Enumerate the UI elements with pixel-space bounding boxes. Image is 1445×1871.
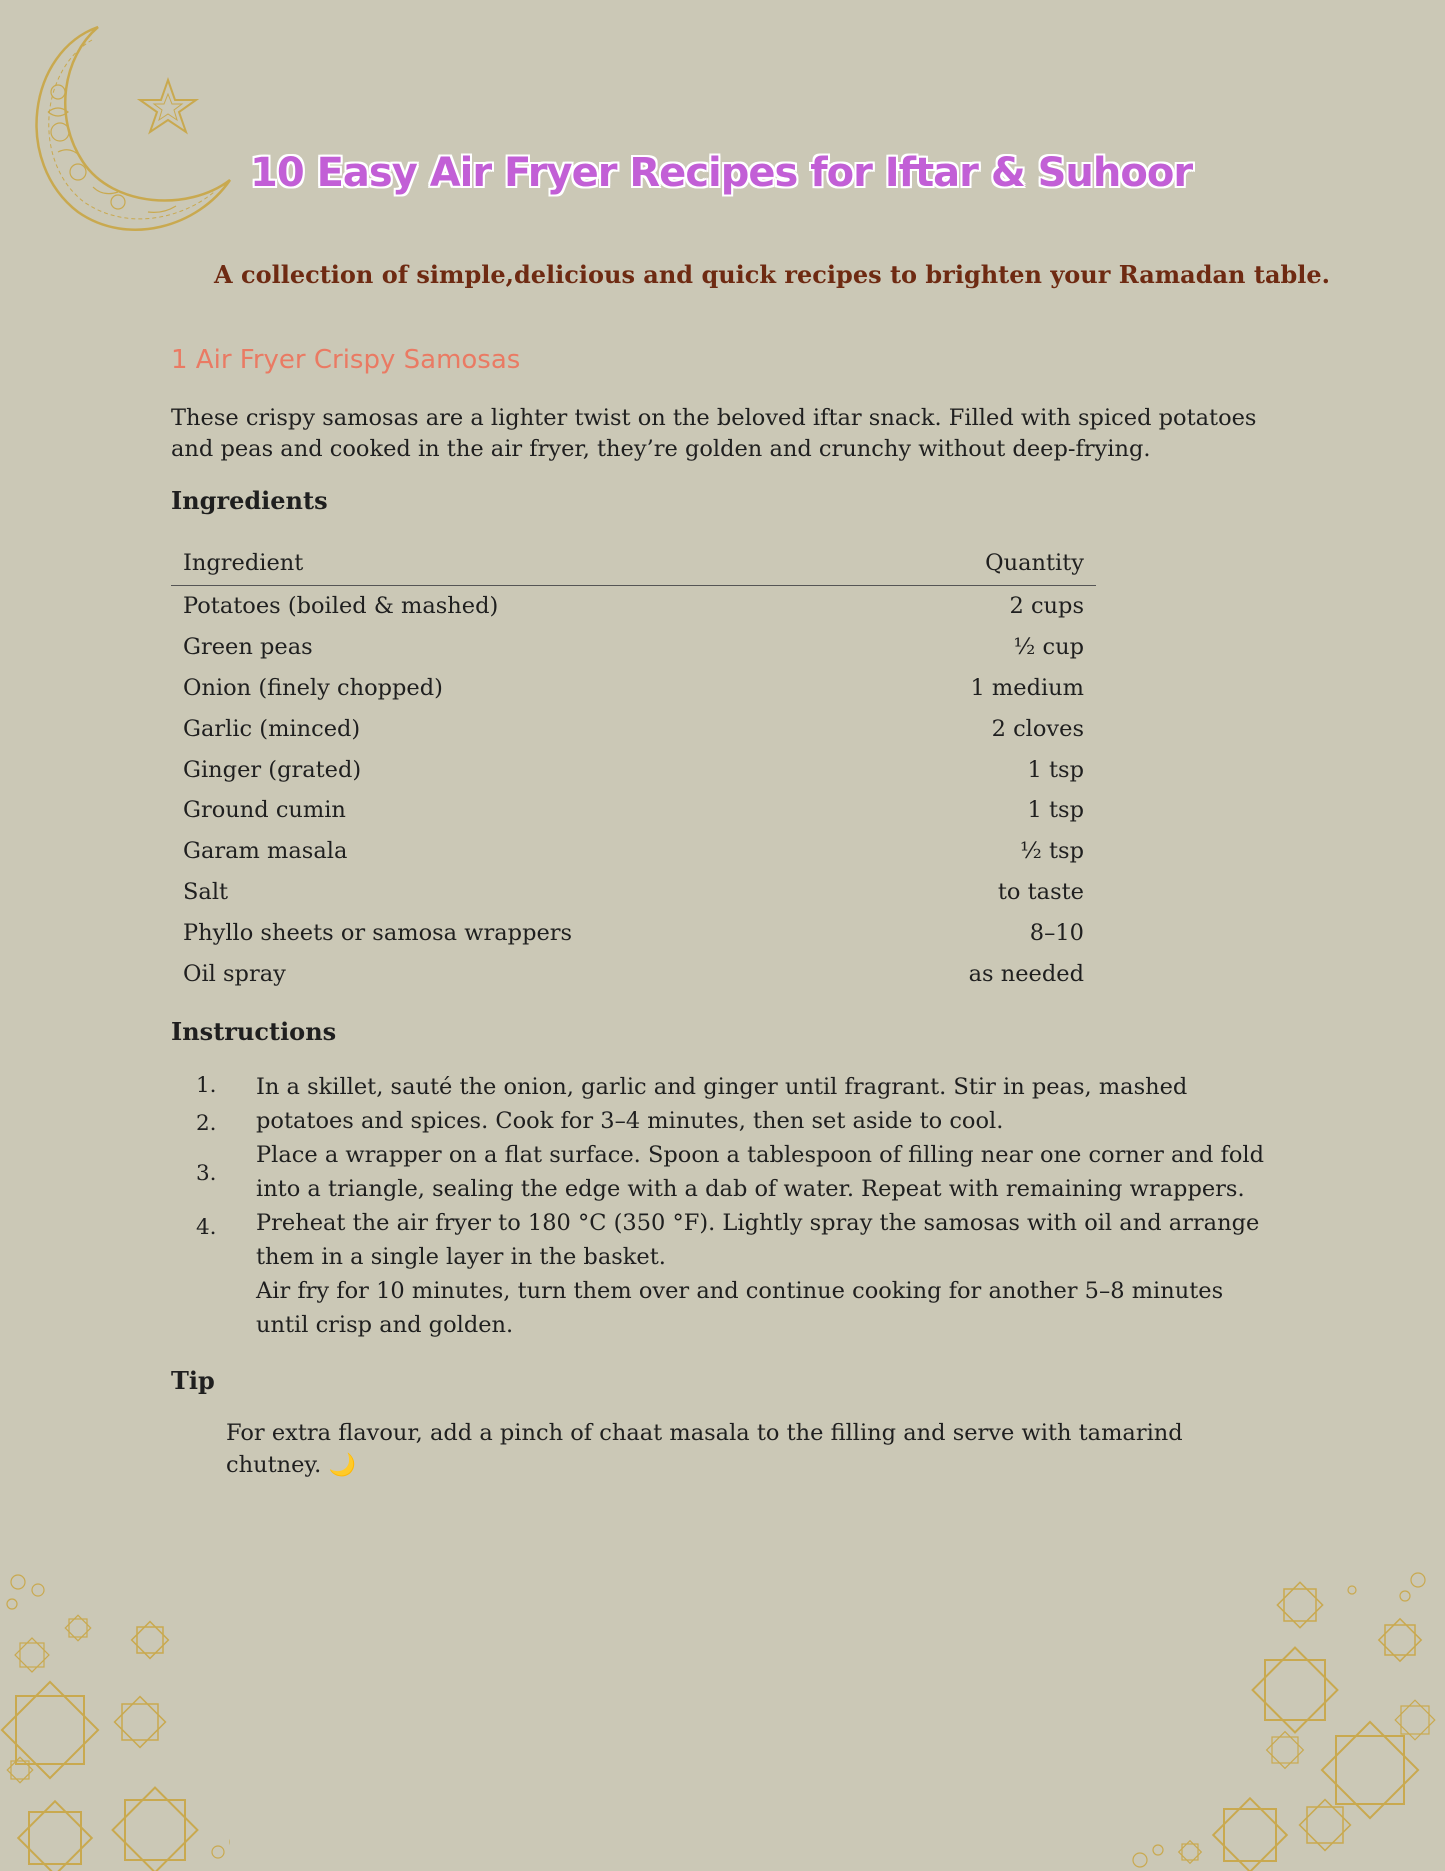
quantity-cell: 2 cups <box>1009 593 1084 620</box>
ingredient-cell: Salt <box>183 878 229 905</box>
page-subtitle: A collection of simple,delicious and quick recipes to brighten your Ramadan table. <box>214 260 1331 289</box>
ingredient-cell: Ground cumin <box>183 797 346 824</box>
quantity-cell: 2 cloves <box>991 715 1084 742</box>
step-number: 1. <box>196 1073 217 1098</box>
list-item: Place a wrapper on a flat surface. Spoon a tablespoon of filling near one corner and fold into a triangle, sealing the edge with a dab of water. Repeat with remaining wrappers. <box>256 1142 1264 1202</box>
quantity-cell: ½ cup <box>1013 634 1084 661</box>
page-title: 10 Easy Air Fryer Recipes for Iftar & Suhoor <box>250 150 1193 196</box>
quantity-cell: as needed <box>968 960 1084 987</box>
step-number: 2. <box>196 1111 217 1136</box>
table-header-row <box>171 545 1096 586</box>
column-header-quantity: Quantity <box>863 545 1096 586</box>
column-header-ingredient: Ingredient <box>171 545 863 586</box>
list-item: Air fry for 10 minutes, turn them over and continue cooking for another 5–8 minutes until crisp and golden. <box>256 1278 1224 1338</box>
star-ornament-icon <box>140 80 196 132</box>
instructions-heading: Instructions <box>171 1017 337 1046</box>
ingredient-cell: Oil spray <box>183 960 286 987</box>
table-row <box>171 831 1096 872</box>
recipe-heading: 1 Air Fryer Crispy Samosas <box>171 345 521 375</box>
star-pattern-ornament-icon <box>0 1560 230 1871</box>
quantity-cell: ½ tsp <box>1020 838 1084 865</box>
list-item: In a skillet, sauté the onion, garlic and ginger until fragrant. Stir in peas, mashed potatoes and spices. Cook for 3–4 minutes, then set aside to cool. <box>256 1074 1188 1134</box>
tip-paragraph <box>226 1417 1226 1482</box>
table-row <box>171 749 1096 790</box>
step-number: 3. <box>196 1161 217 1186</box>
ingredient-cell: Onion (finely chopped) <box>183 674 443 701</box>
star-pattern-ornament-icon <box>1100 1560 1445 1871</box>
ingredient-cell: Ginger (grated) <box>183 756 362 783</box>
instructions-list <box>256 1070 1276 1342</box>
table-row <box>171 708 1096 749</box>
quantity-cell: 8–10 <box>1029 919 1084 946</box>
table-row <box>171 586 1096 627</box>
ingredient-cell: Potatoes (boiled & mashed) <box>183 593 499 620</box>
crescent-moon-icon: 🌙 <box>328 1453 356 1478</box>
ingredient-cell: Garlic (minced) <box>183 715 361 742</box>
recipe-intro: These crispy samosas are a lighter twist on the beloved iftar snack. Filled with spiced potatoes and peas and cooked in the air fryer, they’re golden and crunchy without deep-frying. <box>171 405 1257 462</box>
quantity-cell: 1 tsp <box>1027 797 1084 824</box>
quantity-cell: 1 medium <box>970 674 1084 701</box>
table-row <box>171 790 1096 831</box>
table-row <box>171 912 1096 953</box>
step-number: 4. <box>196 1215 217 1240</box>
tip-text: For extra flavour, add a pinch of chaat masala to the filling and serve with tamarind chutney. <box>226 1420 1183 1478</box>
quantity-cell: 1 tsp <box>1027 756 1084 783</box>
list-item: Preheat the air fryer to 180 °C (350 °F). Lightly spray the samosas with oil and arrange them in a single layer in the basket. <box>256 1210 1260 1270</box>
tip-heading: Tip <box>171 1366 215 1395</box>
ingredient-cell: Phyllo sheets or samosa wrappers <box>183 919 573 946</box>
ingredients-heading: Ingredients <box>171 486 328 515</box>
quantity-cell: to taste <box>997 878 1084 905</box>
table-row <box>171 668 1096 709</box>
table-row <box>171 872 1096 913</box>
table-row <box>171 953 1096 994</box>
table-row <box>171 627 1096 668</box>
crescent-moon-ornament-icon <box>18 22 248 242</box>
ingredient-cell: Green peas <box>183 634 313 661</box>
ingredients-table <box>171 545 1096 994</box>
ingredient-cell: Garam masala <box>183 838 348 865</box>
